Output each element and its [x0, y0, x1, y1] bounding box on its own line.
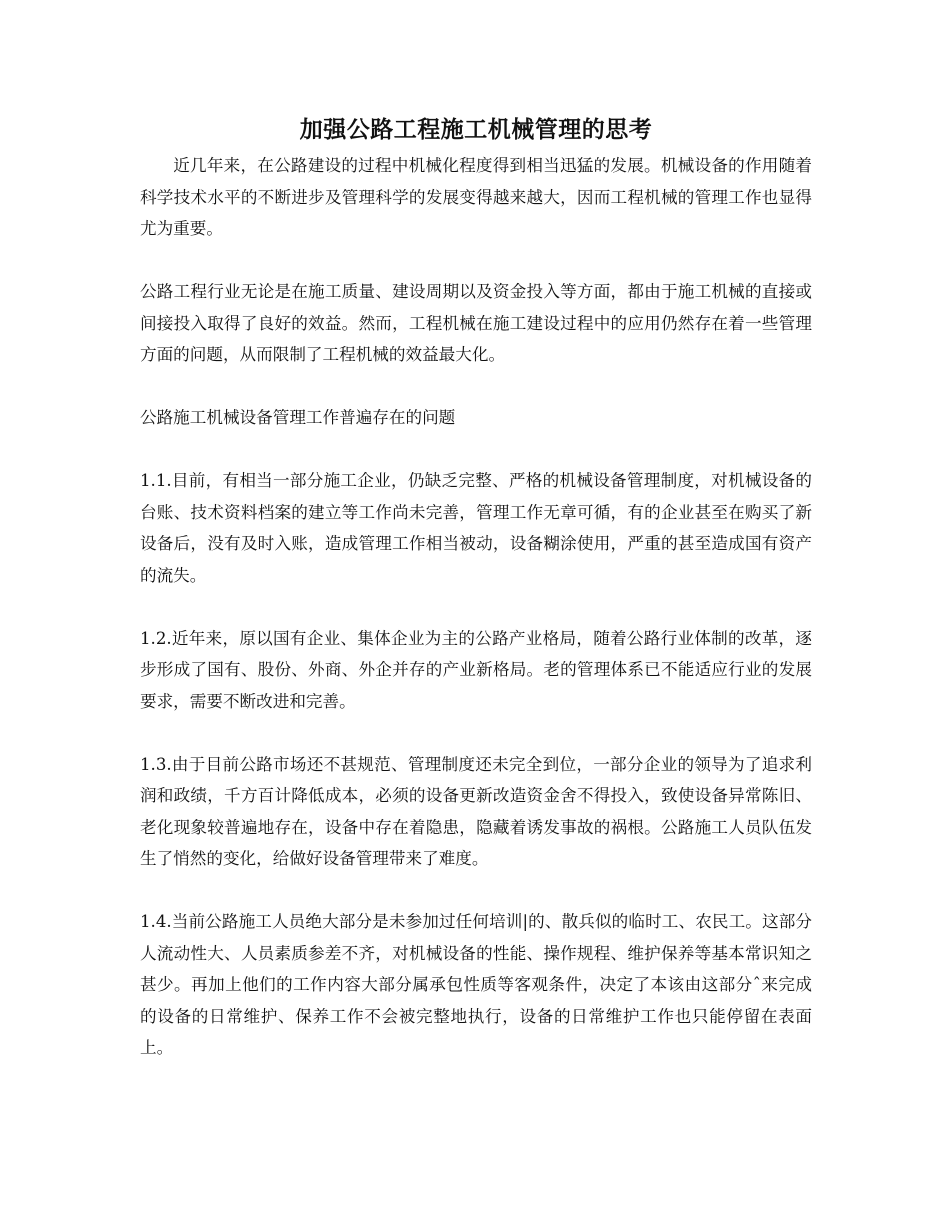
paragraph-benefits: 公路工程行业无论是在施工质量、建设周期以及资金投入等方面，都由于施工机械的直接或间接投入取得了良好的效益。然而，工程机械在施工建设过程中的应用仍然存在着一些管理方面的问题，从而限制了工程机械的效益最大化。	[140, 282, 812, 364]
paragraph-item-1-1: 1.1.目前，有相当一部分施工企业，仍缺乏完整、严格的机械设备管理制度，对机械设备的台账、技术资料档案的建立等工作尚未完善，管理工作无章可循，有的企业甚至在购买了新设备后，没有及时入账，造成管理工作相当被动，设备糊涂使用，严重的甚至造成国有资产的流失。	[140, 471, 812, 585]
document-page	[140, 110, 812, 1064]
paragraph-gap	[140, 245, 812, 277]
paragraph-gap	[140, 371, 812, 403]
paragraph-item-1-2: 1.2.近年来，原以国有企业、集体企业为主的公路产业格局，随着公路行业体制的改革，逐步形成了国有、股份、外商、外企并存的产业新格局。老的管理体系已不能适应行业的发展要求，需要不断改进和完善。	[140, 628, 812, 711]
paragraph-item-1-3: 1.3.由于目前公路市场还不甚规范、管理制度还未完全到位，一部分企业的领导为了追求利润和政绩，千方百计降低成本，必须的设备更新改造资金舍不得投入，致使设备异常陈旧、老化现象较普遍地存在，设备中存在着隐患，隐藏着诱发事故的祸根。公路施工人员队伍发生了悄然的变化，给做好设备管理带来了难度。	[140, 754, 812, 868]
paragraph-gap	[140, 591, 812, 623]
document-title: 加强公路工程施工机械管理的思考	[299, 116, 653, 143]
section-heading: 公路施工机械设备管理工作普遍存在的问题	[140, 408, 456, 427]
paragraph-gap	[140, 434, 812, 466]
paragraph-intro: 近几年来，在公路建设的过程中机械化程度得到相当迅猛的发展。机械设备的作用随着科学技术水平的不断进步及管理科学的发展变得越来越大，因而工程机械的管理工作也显得尤为重要。	[140, 156, 812, 238]
paragraph-gap	[140, 875, 812, 907]
paragraph-item-1-4: 1.4.当前公路施工人员绝大部分是未参加过任何培训|的、散兵似的临时工、农民工。这部分人流动性大、人员素质参差不齐，对机械设备的性能、操作规程、维护保养等基本常识知之甚少。再加上他们的工作内容大部分属承包性质等客观条件，决定了本该由这部分ˆ来完成的设备的日常维护、保养工作不会被完整地执行，设备的日常维护工作也只能停留在表面上。	[140, 912, 812, 1057]
paragraph-gap	[140, 717, 812, 749]
